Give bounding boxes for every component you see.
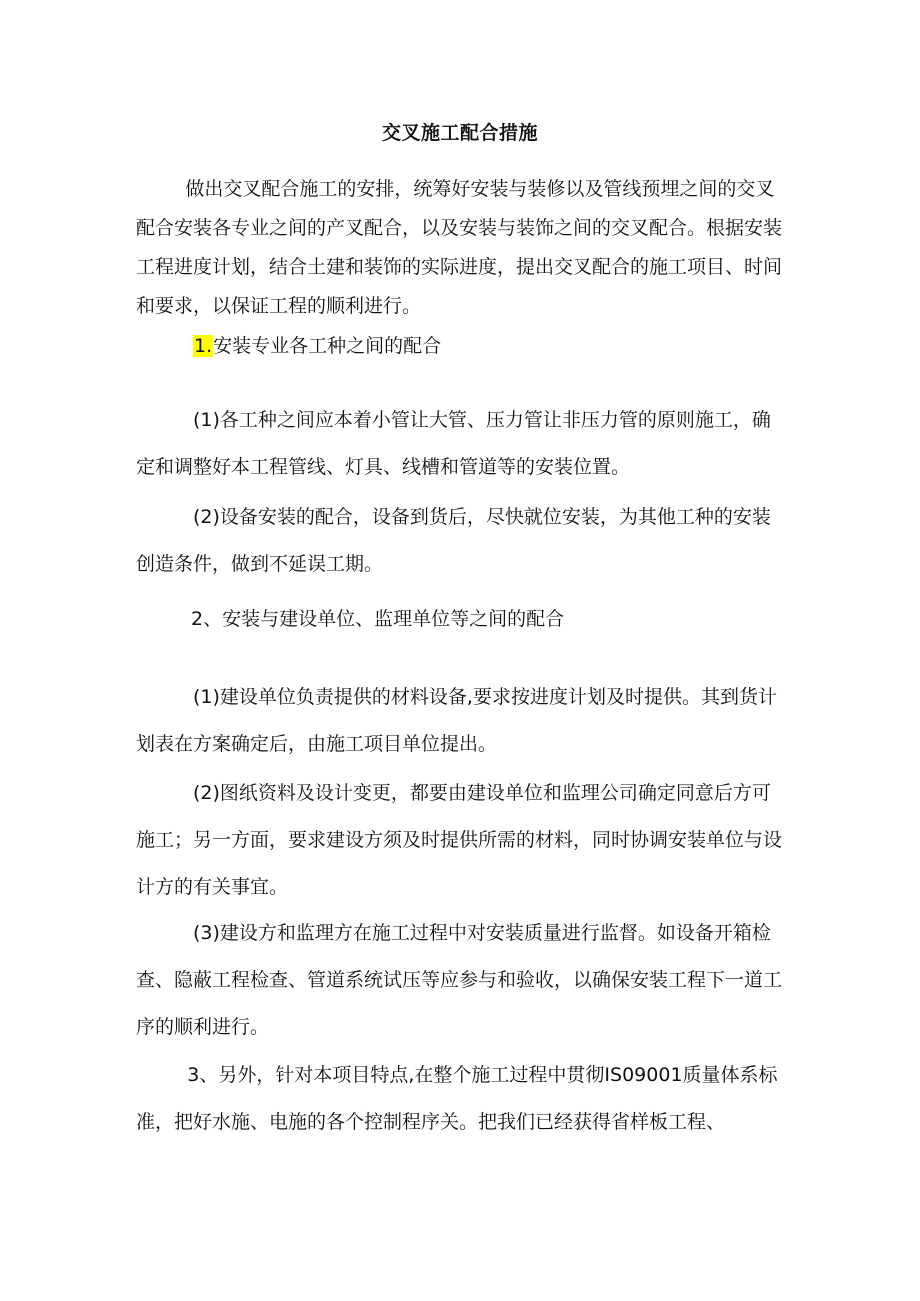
section-2-item: (2)图纸资料及设计变更，都要由建设单位和监理公司确定同意后方可施工；另一方面，要求建设方须及时提供所需的材料，同时协调安装单位与设计方的有关事宜。 — [136, 782, 783, 898]
intro-paragraph: 做出交叉配合施工的安排，统筹好安装与装修以及管线预埋之间的交叉配合安装各专业之间的产叉配合，以及安装与装饰之间的交叉配合。根据安装工程进度计划，结合土建和装饰的实际进度，提出交叉配合的施工项目、时间和要求，以保证工程的顺利进行。 — [136, 178, 783, 317]
section-2-item: (3)建设方和监理方在施工过程中对安装质量进行监督。如设备开箱检查、隐蔽工程检查、管道系统试压等应参与和验收，以确保安装工程下一道工序的顺利进行。 — [136, 922, 783, 1038]
section-1-item: (2)设备安装的配合，设备到货后，尽快就位安装，为其他工种的安装创造条件，做到不延误工期。 — [136, 506, 771, 575]
section-1-number: 1. — [194, 335, 213, 357]
section-1-title: 安装专业各工种之间的配合 — [213, 335, 442, 357]
section-1-item: (1)各工种之间应本着小管让大管、压力管让非压力管的原则施工，确定和调整好本工程管线、灯具、线槽和管道等的安装位置。 — [136, 409, 771, 478]
section-2-heading: 2、安装与建设单位、监理单位等之间的配合 — [191, 608, 565, 630]
document-title: 交叉施工配合措施 — [381, 122, 538, 144]
section-1-heading — [193, 331, 441, 361]
section-3-paragraph: 3、另外，针对本项目特点,在整个施工过程中贯彻IS09001质量体系标准，把好水施、电施的各个控制程序关。把我们已经获得省样板工程、 — [136, 1064, 778, 1133]
section-2-item: (1)建设单位负责提供的材料设备,要求按进度计划及时提供。其到货计划表在方案确定后，由施工项目单位提出。 — [136, 686, 777, 755]
